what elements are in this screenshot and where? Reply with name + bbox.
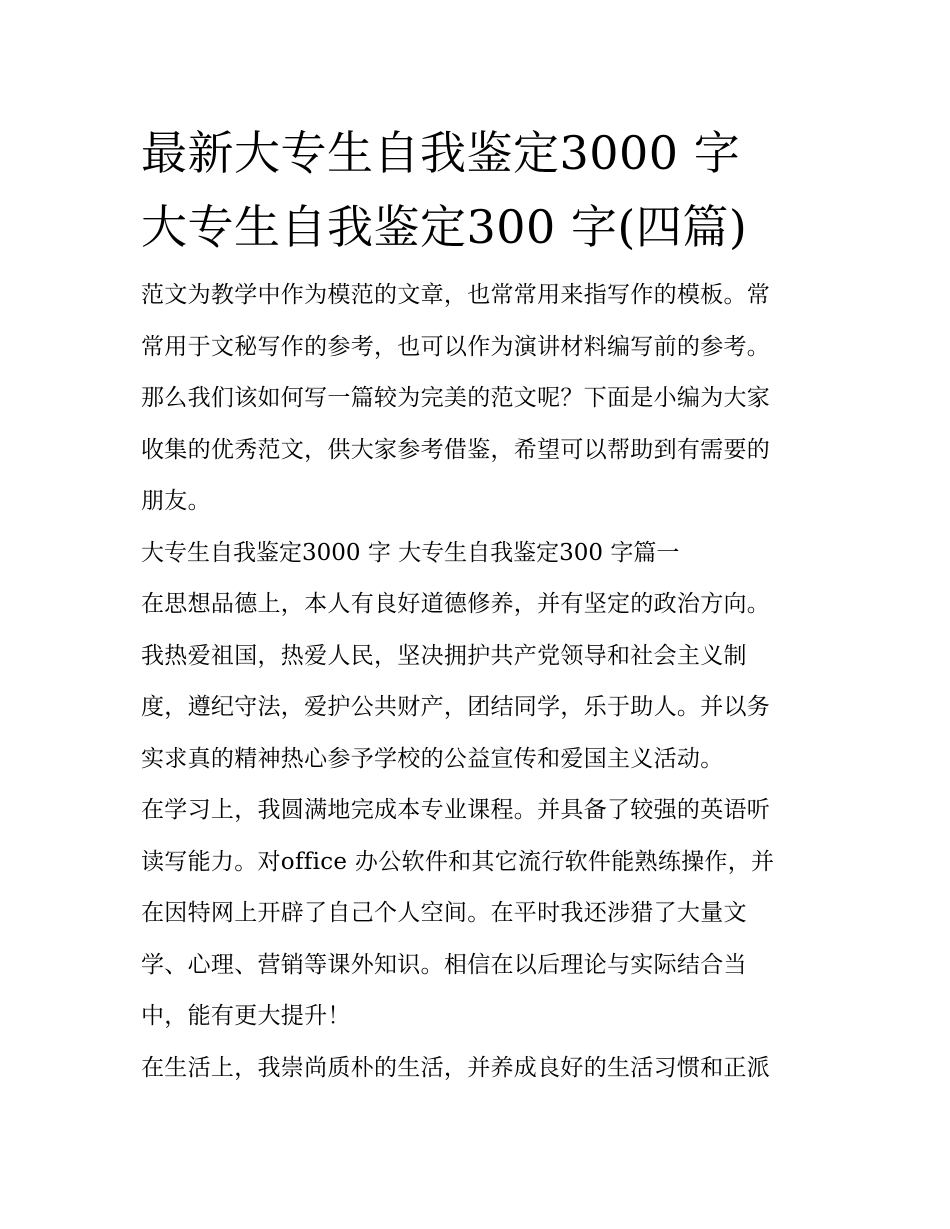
intro-line: 范文为教学中作为模范的文章，也常常用来指写作的模板。常 [141, 282, 771, 308]
paragraph-line: 在思想品德上，本人有良好道德修养，并有坚定的政治方向。 [141, 591, 771, 617]
paragraph-line: 在生活上，我崇尚质朴的生活，并养成良好的生活习惯和正派 [141, 1054, 771, 1081]
intro-line: 常用于文秘写作的参考，也可以作为演讲材料编写前的参考。 [141, 333, 771, 360]
paragraph-line: 在因特网上开辟了自己个人空间。在平时我还涉猎了大量文 [141, 900, 747, 926]
title-line-2: 大专生自我鉴定300 字(四篇) [141, 200, 748, 254]
paragraph-line: 中，能有更大提升！ [141, 1003, 351, 1029]
paragraph-line: 我热爱祖国，热爱人民，坚决拥护共产党领导和社会主义制 [141, 642, 747, 669]
intro-line: 朋友。 [141, 488, 211, 514]
paragraph-ideology [141, 579, 821, 785]
section-title: 大专生自我鉴定3000 字 大专生自我鉴定300 字篇一 [141, 539, 680, 566]
paragraph-life [141, 1043, 821, 1095]
intro-paragraph [141, 270, 821, 528]
title-line-1: 最新大专生自我鉴定3000 字 [141, 126, 741, 180]
paragraph-study [141, 785, 821, 1043]
intro-line: 那么我们该如何写一篇较为完美的范文呢？下面是小编为大家 [141, 385, 771, 411]
document-title [141, 116, 821, 264]
paragraph-line: 读写能力。对office 办公软件和其它流行软件能熟练操作，并 [141, 848, 775, 875]
paragraph-line: 实求真的精神热心参予学校的公益宣传和爱国主义活动。 [141, 745, 724, 772]
document-page [141, 116, 821, 1094]
paragraph-line: 学、心理、营销等课外知识。相信在以后理论与实际结合当 [141, 951, 747, 978]
paragraph-line: 在学习上，我圆满地完成本专业课程。并具备了较强的英语听 [141, 797, 771, 823]
intro-line: 收集的优秀范文，供大家参考借鉴，希望可以帮助到有需要的 [141, 436, 771, 463]
document-body [141, 270, 821, 1094]
paragraph-line: 度，遵纪守法，爱护公共财产，团结同学，乐于助人。并以务 [141, 694, 771, 720]
